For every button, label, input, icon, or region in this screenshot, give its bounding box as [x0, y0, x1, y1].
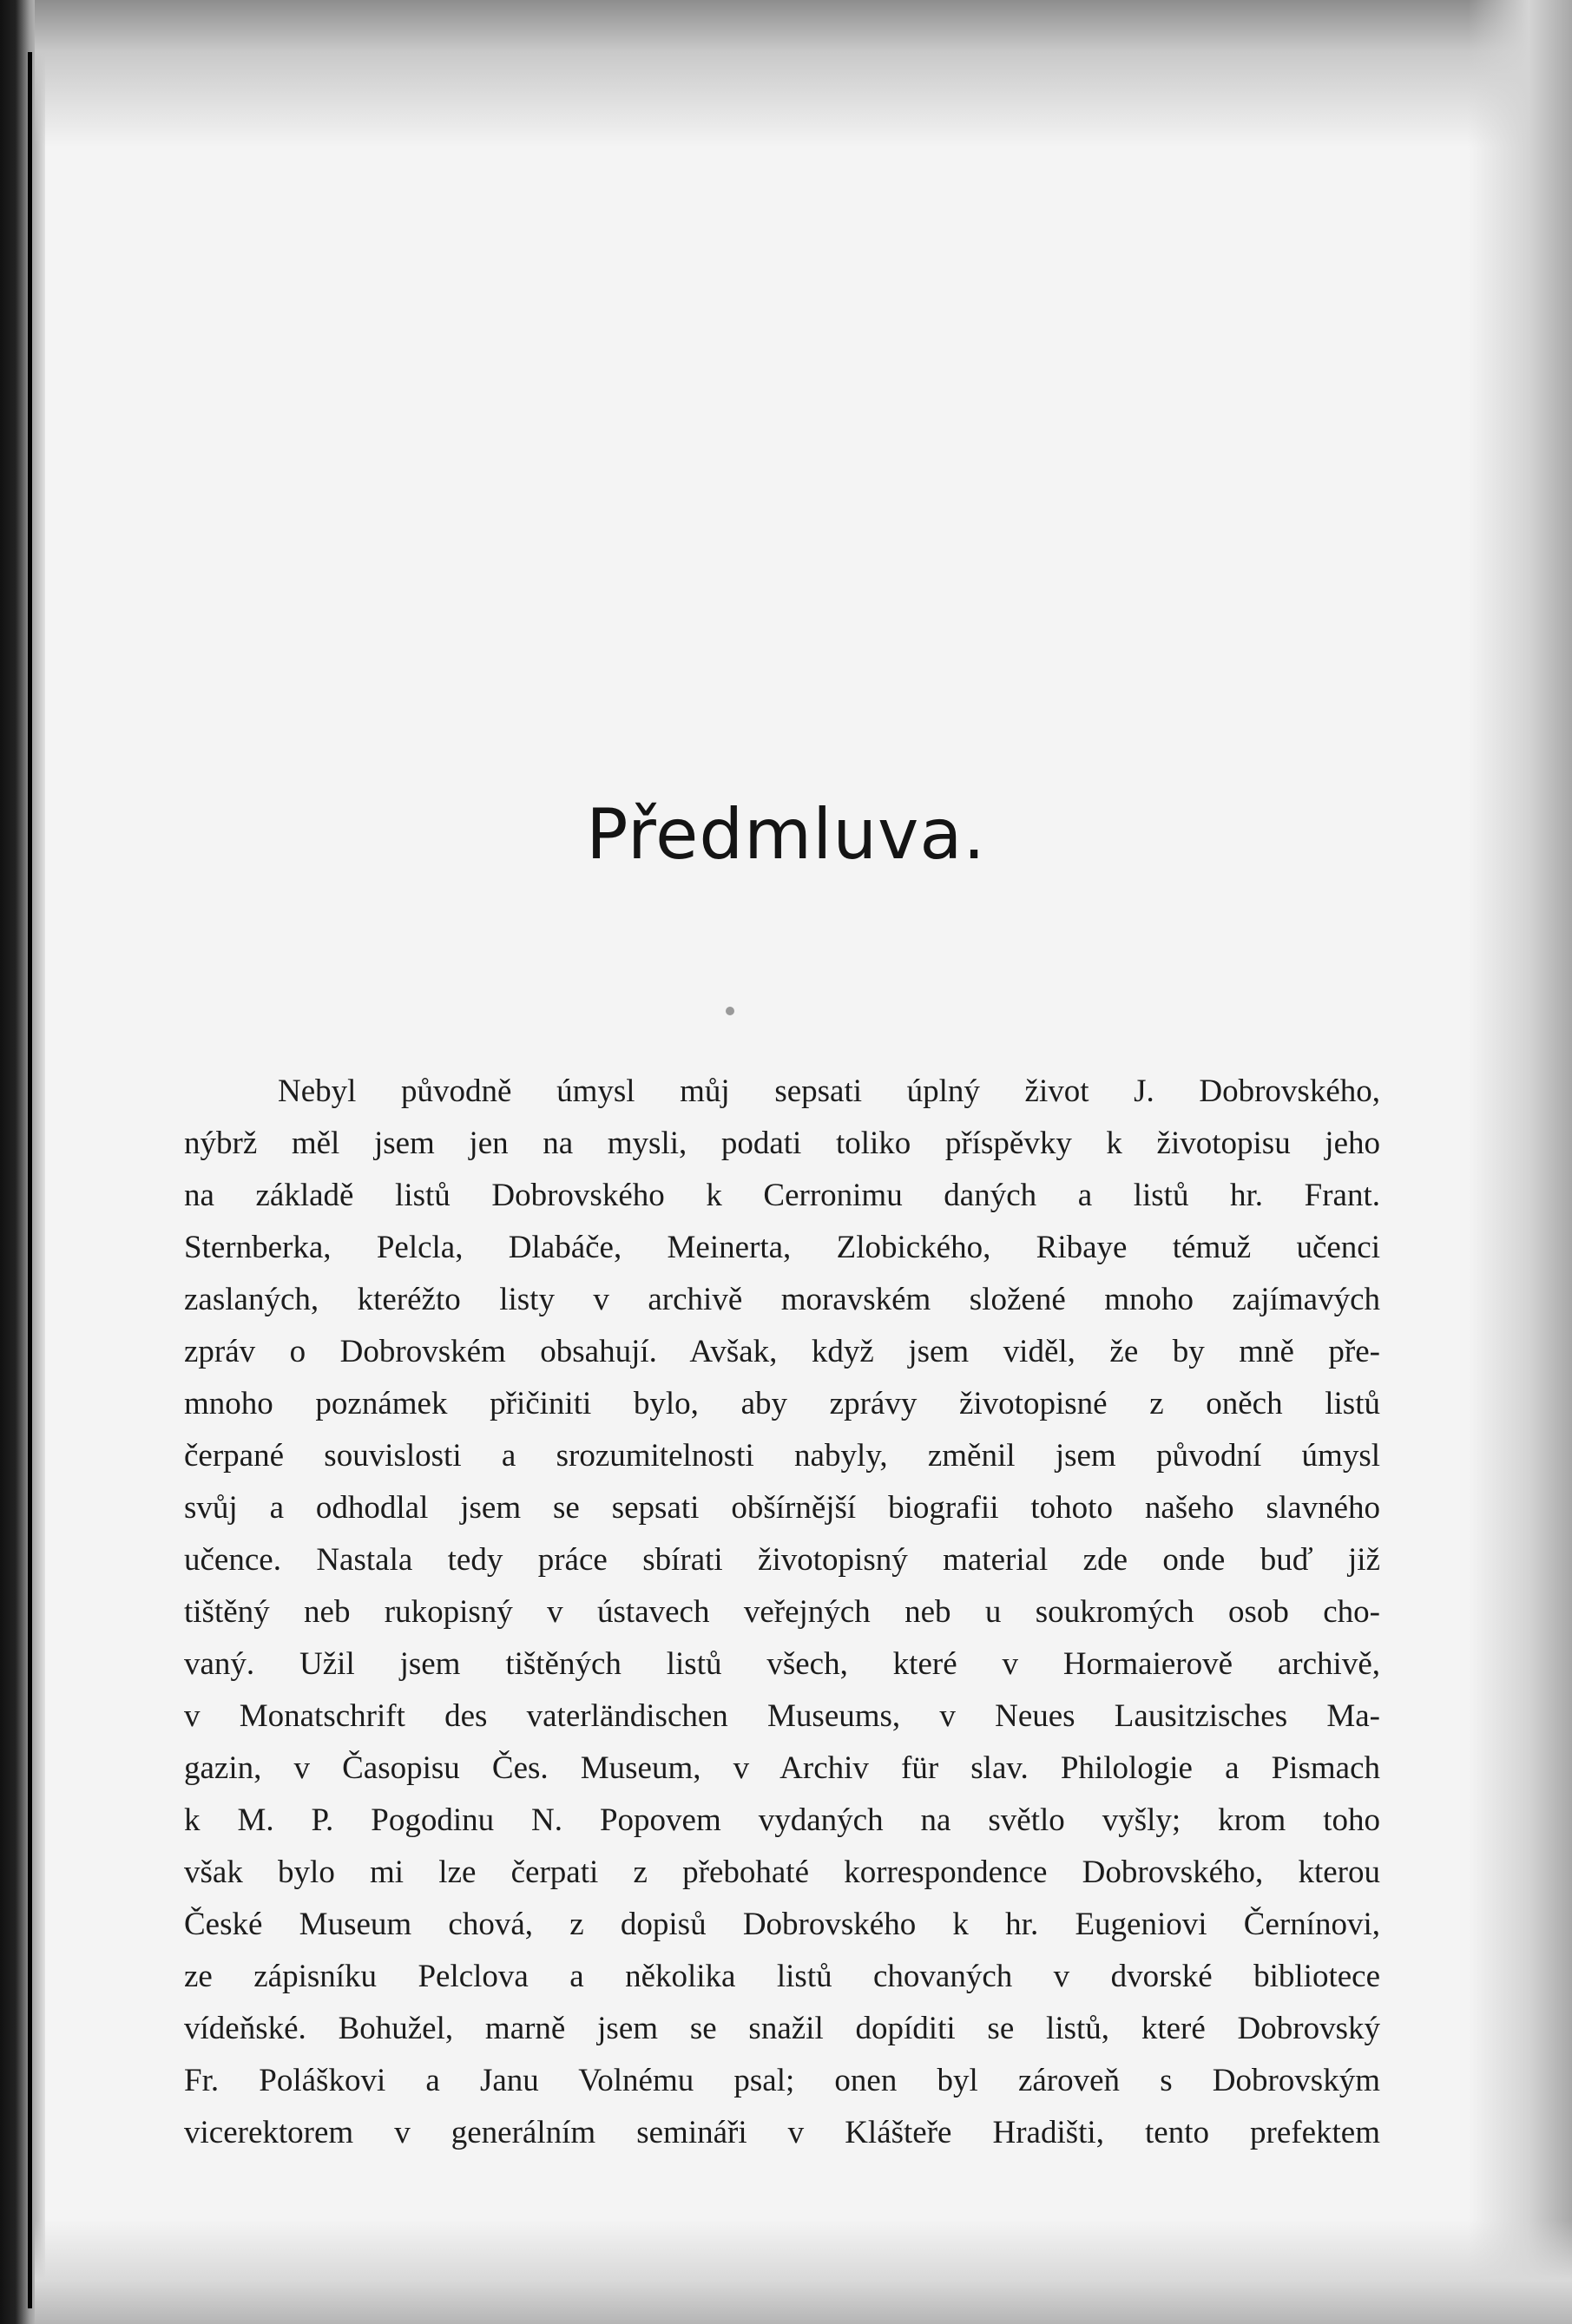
- text-line: k M. P. Pogodinu N. Popovem vydaných na světlo vyšly; krom toho: [184, 1802, 1380, 1838]
- text-line: učence. Nastala tedy práce sbírati životopisný material zde onde buď již: [184, 1542, 1380, 1578]
- text-line: mnoho poznámek přičiniti bylo, aby zprávy životopisné z oněch listů: [184, 1386, 1380, 1421]
- bottom-scan-shadow: [35, 2220, 1572, 2324]
- text-line: svůj a odhodlal jsem se sepsati obšírnější biografii tohoto našeho slavného: [184, 1490, 1380, 1526]
- right-scan-shadow: [1468, 0, 1572, 2324]
- text-line: však bylo mi lze čerpati z přebohaté korrespondence Dobrovského, kterou: [184, 1855, 1380, 1890]
- text-line: v Monatschrift des vaterländischen Museums, v Neues Lausitzisches Ma-: [184, 1698, 1380, 1734]
- page-edge-line: [28, 52, 32, 2308]
- text-line: vídeňské. Bohužel, marně jsem se snažil dopíditi se listů, které Dobrovský: [184, 2011, 1380, 2046]
- page-title: Předmluva.: [586, 794, 986, 875]
- ornament-dot: [726, 1007, 734, 1015]
- text-line: vaný. Užil jsem tištěných listů všech, které v Hormaierově archivě,: [184, 1646, 1380, 1682]
- text-line: České Museum chová, z dopisů Dobrovského k hr. Eugeniovi Černínovi,: [184, 1907, 1380, 1942]
- text-line: tištěný neb rukopisný v ústavech veřejných neb u soukromých osob cho-: [184, 1594, 1380, 1630]
- text-line: na základě listů Dobrovského k Cerronimu daných a listů hr. Frant.: [184, 1178, 1380, 1213]
- body-text: [184, 1066, 1380, 2159]
- text-line: vicerektorem v generálním semináři v Klášteře Hradišti, tento prefektem: [184, 2115, 1380, 2150]
- top-scan-shadow: [35, 0, 1572, 148]
- text-line: zaslaných, kteréžto listy v archivě moravském složené mnoho zajímavých: [184, 1282, 1380, 1317]
- text-line: Nebyl původně úmysl můj sepsati úplný život J. Dobrovského,: [278, 1073, 1380, 1109]
- text-line: gazin, v Časopisu Čes. Museum, v Archiv für slav. Philologie a Pismach: [184, 1750, 1380, 1786]
- page-binding-shadow: [0, 0, 45, 2324]
- text-line: zpráv o Dobrovském obsahují. Avšak, když jsem viděl, že by mně pře-: [184, 1334, 1380, 1369]
- text-line: Fr. Poláškovi a Janu Volnému psal; onen byl zároveň s Dobrovským: [184, 2063, 1380, 2098]
- text-line: Sternberka, Pelcla, Dlabáče, Meinerta, Zlobického, Ribaye témuž učenci: [184, 1230, 1380, 1265]
- text-line: čerpané souvislosti a srozumitelnosti nabyly, změnil jsem původní úmysl: [184, 1438, 1380, 1474]
- text-line: ze zápisníku Pelclova a několika listů chovaných v dvorské bibliotece: [184, 1959, 1380, 1994]
- text-line: nýbrž měl jsem jen na mysli, podati toliko příspěvky k životopisu jeho: [184, 1126, 1380, 1161]
